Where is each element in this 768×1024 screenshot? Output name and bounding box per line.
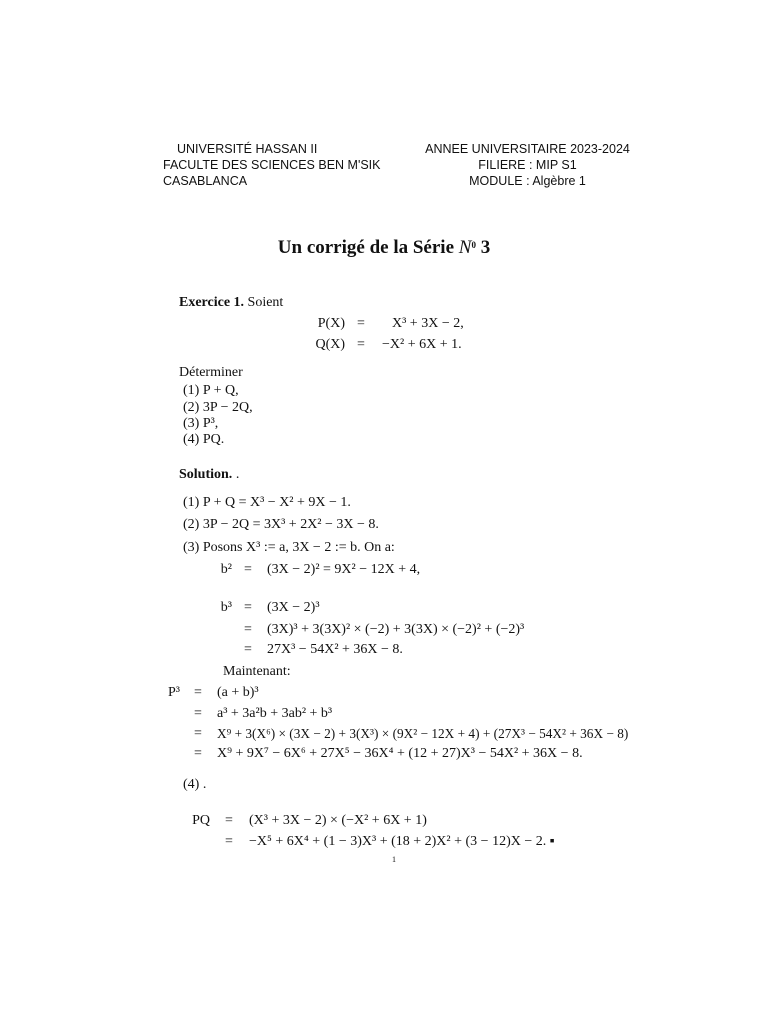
solution-step-2: (2) 3P − 2Q = 3X³ + 2X² − 3X − 8. xyxy=(183,517,379,532)
eq-rhs: (3X − 2)² = 9X² − 12X + 4, xyxy=(267,562,421,577)
eq-rhs: X⁹ + 3(X⁶) × (3X − 2) + 3(X³) × (9X² − 12X + 4) + (27X³ − 54X² + 36X − 8) xyxy=(217,726,629,741)
equals-sign: = xyxy=(357,316,365,331)
eq-lhs: P³ xyxy=(168,685,180,700)
equals-sign: = xyxy=(244,600,252,615)
city-name: CASABLANCA xyxy=(163,174,248,188)
eq-lhs: PQ xyxy=(192,813,210,828)
equals-sign: = xyxy=(244,622,252,637)
eq-rhs: a³ + 3a²b + 3ab² + b³ xyxy=(217,706,333,721)
equals-sign: = xyxy=(244,562,252,577)
eq-rhs: 27X³ − 54X² + 36X − 8. xyxy=(267,642,403,657)
page-number: 1 xyxy=(392,855,396,864)
academic-year: ANNEE UNIVERSITAIRE 2023-2024 xyxy=(425,142,630,156)
title-text: Un corrigé de la Série xyxy=(277,237,455,258)
university-name: UNIVERSITÉ HASSAN II xyxy=(177,142,318,156)
maintenant-label: Maintenant: xyxy=(223,664,291,679)
eq-rhs: X⁹ + 9X⁷ − 6X⁶ + 27X⁵ − 36X⁴ + (12 + 27)X³ − 54X² + 36X − 8. xyxy=(217,746,583,761)
solution-step-3: (3) Posons X³ := a, 3X − 2 := b. On a: xyxy=(183,540,395,555)
page-title xyxy=(0,237,768,259)
exercise-label: Exercice 1. xyxy=(179,295,245,310)
equals-sign: = xyxy=(194,706,202,721)
determine-label: Déterminer xyxy=(179,365,243,380)
def-lhs: Q(X) xyxy=(315,337,345,352)
exercise-intro: Soient xyxy=(247,295,284,310)
title-symbol: N xyxy=(458,237,472,258)
title-sup: 0 xyxy=(471,240,476,250)
eq-rhs: (X³ + 3X − 2) × (−X² + 6X + 1) xyxy=(249,813,427,828)
equals-sign: = xyxy=(225,813,233,828)
header-institution xyxy=(163,141,380,189)
title-number: 3 xyxy=(480,237,491,258)
eq-rhs: (a + b)³ xyxy=(217,685,259,700)
eq-rhs: (3X − 2)³ xyxy=(267,600,320,615)
filiere: FILIERE : MIP S1 xyxy=(478,158,577,172)
eq-rhs: −X⁵ + 6X⁴ + (1 − 3)X³ + (18 + 2)X² + (3 − 12)X − 2. ▪ xyxy=(249,834,555,849)
solution-label: Solution. xyxy=(179,467,233,482)
def-rhs: X³ + 3X − 2, xyxy=(392,316,464,331)
equals-sign: = xyxy=(194,726,202,741)
task-item: (2) 3P − 2Q, xyxy=(183,400,253,415)
solution-after: . xyxy=(235,467,240,482)
task-item: (3) P³, xyxy=(183,416,219,431)
equals-sign: = xyxy=(244,642,252,657)
solution-step-4: (4) . xyxy=(183,777,207,792)
faculty-name: FACULTE DES SCIENCES BEN M'SIK xyxy=(163,158,381,172)
module-name: MODULE : Algèbre 1 xyxy=(469,174,586,188)
def-lhs: P(X) xyxy=(317,316,345,331)
equals-sign: = xyxy=(225,834,233,849)
exercise-heading xyxy=(179,294,283,311)
eq-lhs: b² xyxy=(220,562,232,577)
equals-sign: = xyxy=(357,337,365,352)
header-course-info xyxy=(400,141,655,189)
task-item: (4) PQ. xyxy=(183,432,225,447)
task-item: (1) P + Q, xyxy=(183,383,239,398)
solution-heading xyxy=(179,466,239,483)
def-rhs: −X² + 6X + 1. xyxy=(382,337,462,352)
solution-step-1: (1) P + Q = X³ − X² + 9X − 1. xyxy=(183,495,351,510)
equals-sign: = xyxy=(194,685,202,700)
equals-sign: = xyxy=(194,746,202,761)
eq-rhs: (3X)³ + 3(3X)² × (−2) + 3(3X) × (−2)² + (−2)³ xyxy=(267,622,525,637)
eq-lhs: b³ xyxy=(220,600,232,615)
